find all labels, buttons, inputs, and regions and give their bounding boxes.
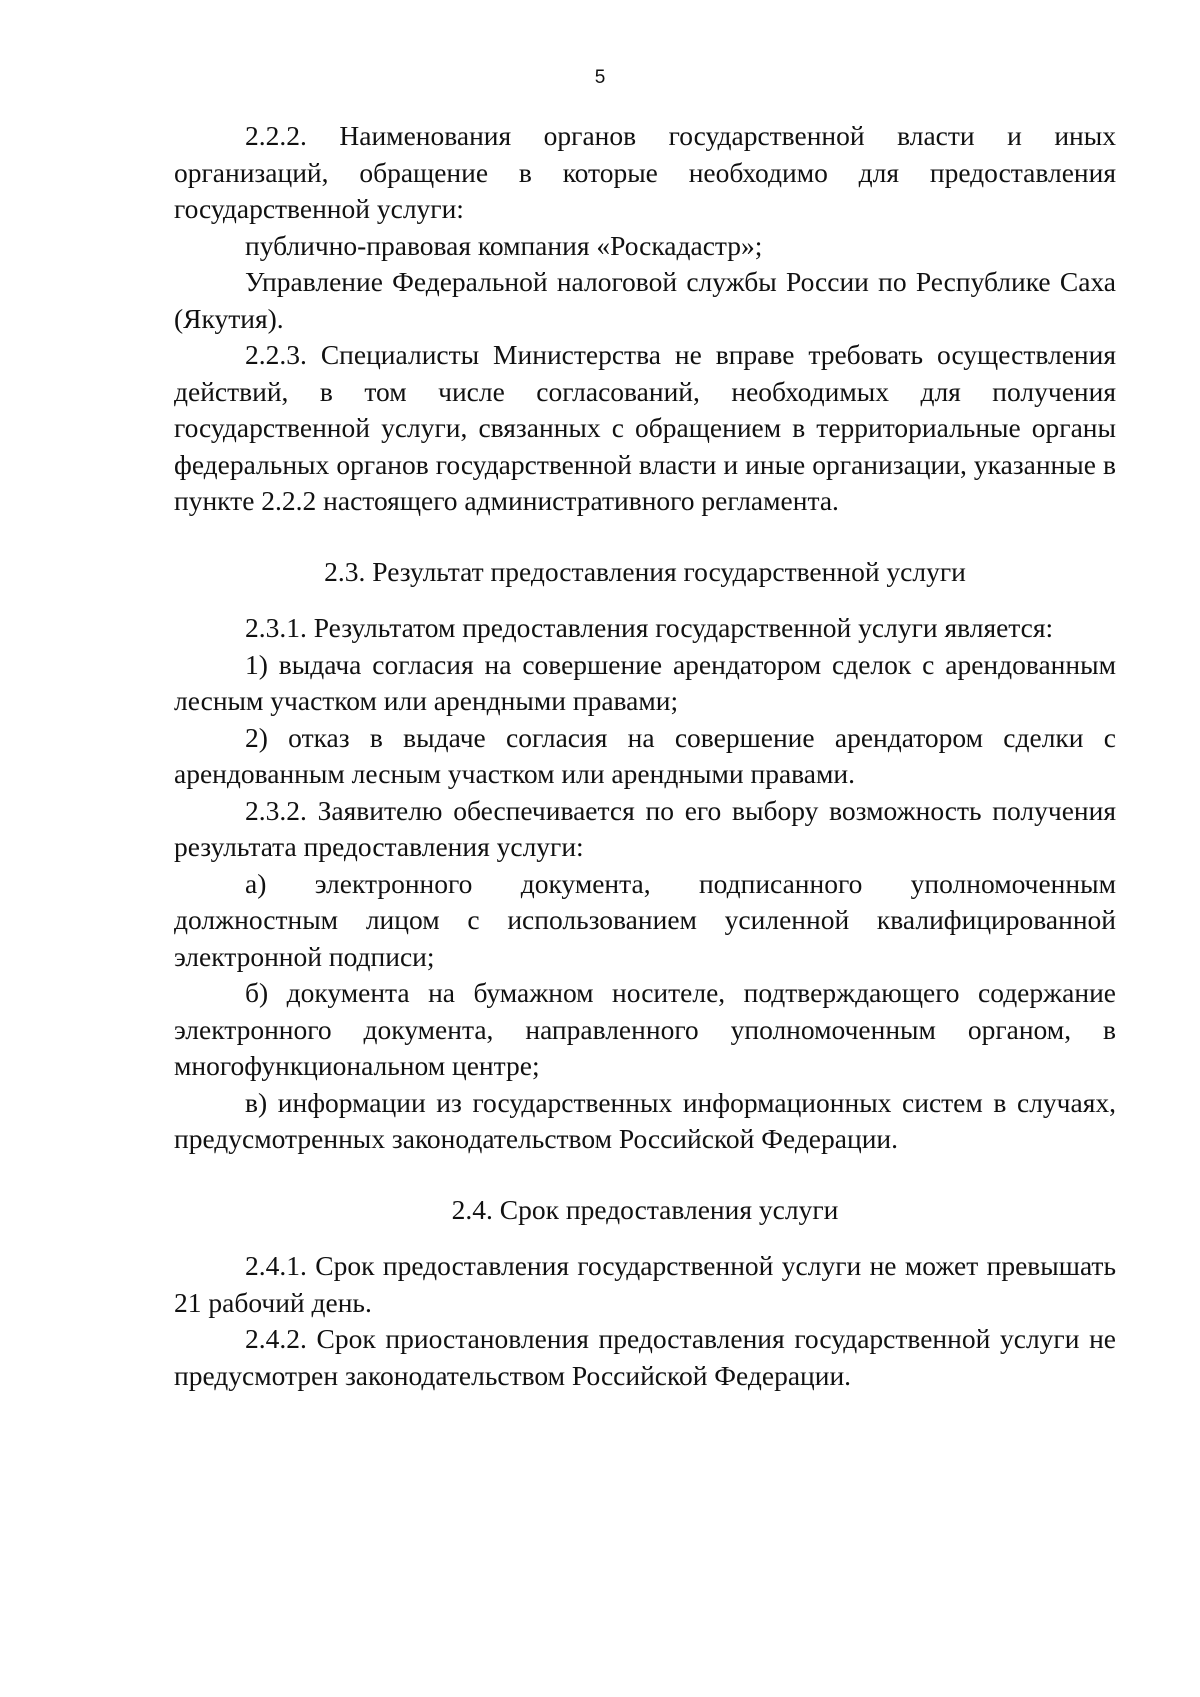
list-item-1: 1) выдача согласия на совершение арендатором сделок с арендованным лесным участком или арендными правами;	[174, 648, 1116, 716]
page-number: 5	[594, 67, 606, 88]
section-gap	[174, 1228, 1116, 1248]
section-gap	[174, 590, 1116, 610]
paragraph-2-2-3: 2.2.3. Специалисты Министерства не вправе требовать осуществления действий, в том числе согласований, необходимых для получения государственной услуги, связанных с обращением в территориальные органы федеральных органов государственной власти и иные организации, указанные в пункте 2.2.2 настоящего административного регламента.	[174, 339, 1116, 516]
paragraph-2-3-1: 2.3.1. Результатом предоставления государственной услуги является:	[245, 612, 1054, 643]
list-item-c: в) информации из государственных информационных систем в случаях, предусмотренных законодательством Российской Федерации.	[174, 1086, 1116, 1154]
list-item-b: б) документа на бумажном носителе, подтверждающего содержание электронного документа, направленного уполномоченным органом, в многофункциональном центре;	[174, 977, 1116, 1081]
document-body	[174, 118, 1116, 1394]
list-item-fns-sakha: Управление Федеральной налоговой службы России по Республике Саха (Якутия).	[174, 266, 1116, 334]
paragraph-2-2-2: 2.2.2. Наименования органов государственной власти и иных организаций, обращение в которые необходимо для предоставления государственной услуги:	[174, 120, 1116, 224]
list-item-a: а) электронного документа, подписанного уполномоченным должностным лицом с использованием усиленной квалифицированной электронной подписи;	[174, 867, 1116, 972]
section-gap	[174, 1158, 1116, 1192]
section-heading-2-3: 2.3. Результат предоставления государственной услуги	[324, 555, 966, 587]
paragraph-2-3-2: 2.3.2. Заявителю обеспечивается по его выбору возможность получения результата предоставления услуги:	[174, 794, 1116, 862]
paragraph-2-4-1: 2.4.1. Срок предоставления государственной услуги не может превышать 21 рабочий день.	[174, 1250, 1116, 1318]
list-item-2: 2) отказ в выдаче согласия на совершение арендатором сделки с арендованным лесным участком или арендными правами.	[174, 721, 1116, 789]
list-item-roskadastr: публично-правовая компания «Роскадастр»;	[245, 229, 763, 261]
paragraph-2-4-2: 2.4.2. Срок приостановления предоставления государственной услуги не предусмотрен законодательством Российской Федерации.	[174, 1323, 1116, 1391]
section-heading-2-4: 2.4. Срок предоставления услуги	[451, 1193, 839, 1225]
section-gap	[174, 520, 1116, 554]
